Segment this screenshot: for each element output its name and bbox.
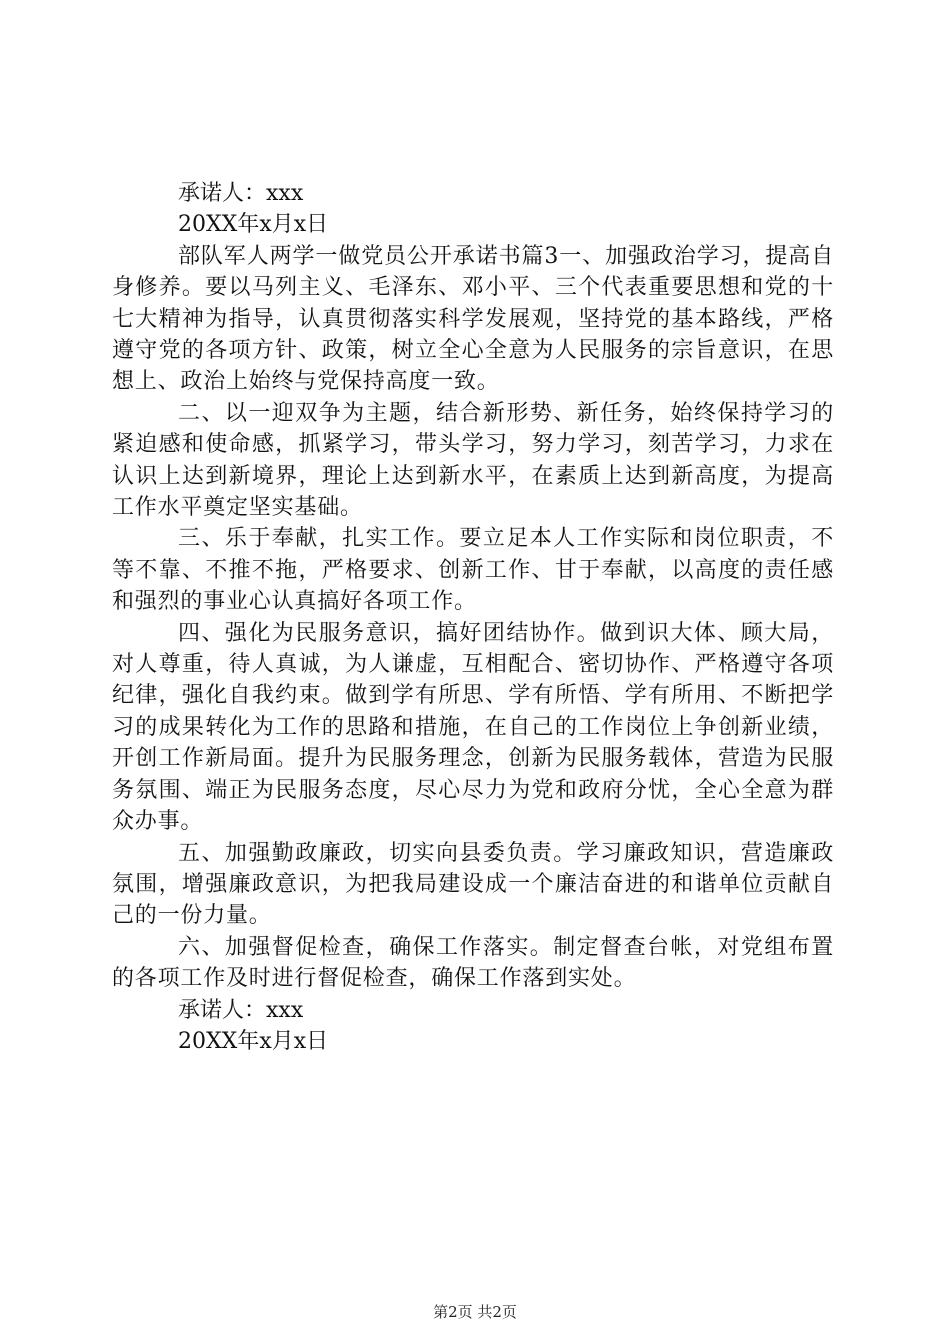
top-date: 20XX年x月x日 <box>178 212 329 238</box>
paragraph-5: 五、加强勤政廉政，切实向县委负责。学习廉政知识，营造廉政氛围，增强廉政意识，为把我局建设成一个廉洁奋进的和谐单位贡献自己的一份力量。 <box>112 840 834 929</box>
bottom-date: 20XX年x月x日 <box>178 1028 329 1054</box>
paragraph-1: 部队军人两学一做党员公开承诺书篇3一、加强政治学习，提高自身修养。要以马列主义、毛泽东、邓小平、三个代表重要思想和党的十七大精神为指导，认真贯彻落实科学发展观，坚持党的基本路线，严格遵守党的各项方针、政策，树立全心全意为人民服务的宗旨意识，在思想上、政治上始终与党保持高度一致。 <box>112 243 834 395</box>
paragraph-3: 三、乐于奉献，扎实工作。要立足本人工作实际和岗位职责，不等不靠、不推不拖，严格要求、创新工作、甘于奉献，以高度的责任感和强烈的事业心认真搞好各项工作。 <box>112 526 834 615</box>
page-indicator: 第2页 共2页 <box>433 1303 517 1321</box>
document-body <box>112 178 834 1057</box>
paragraph-4: 四、强化为民服务意识，搞好团结协作。做到识大体、顾大局，对人尊重，待人真诚，为人谦虚，互相配合、密切协作、严格遵守各项纪律，强化自我约束。做到学有所思、学有所悟、学有所用、不断把学习的成果转化为工作的思路和措施，在自己的工作岗位上争创新业绩，开创工作新局面。提升为民服务理念，创新为民服务载体，营造为民服务氛围、端正为民服务态度，尽心尽力为党和政府分忧，全心全意为群众办事。 <box>112 620 834 835</box>
paragraph-6: 六、加强督促检查，确保工作落实。制定督查台帐，对党组布置的各项工作及时进行督促检查，确保工作落到实处。 <box>112 934 834 992</box>
bottom-promiser-label: 承诺人：xxx <box>178 997 304 1023</box>
top-promiser-label: 承诺人：xxx <box>178 181 304 206</box>
paragraph-2: 二、以一迎双争为主题，结合新形势、新任务，始终保持学习的紧迫感和使命感，抓紧学习，带头学习，努力学习，刻苦学习，力求在认识上达到新境界，理论上达到新水平，在素质上达到新高度，为提高工作水平奠定坚实基础。 <box>112 400 834 521</box>
page-footer <box>0 1302 950 1322</box>
